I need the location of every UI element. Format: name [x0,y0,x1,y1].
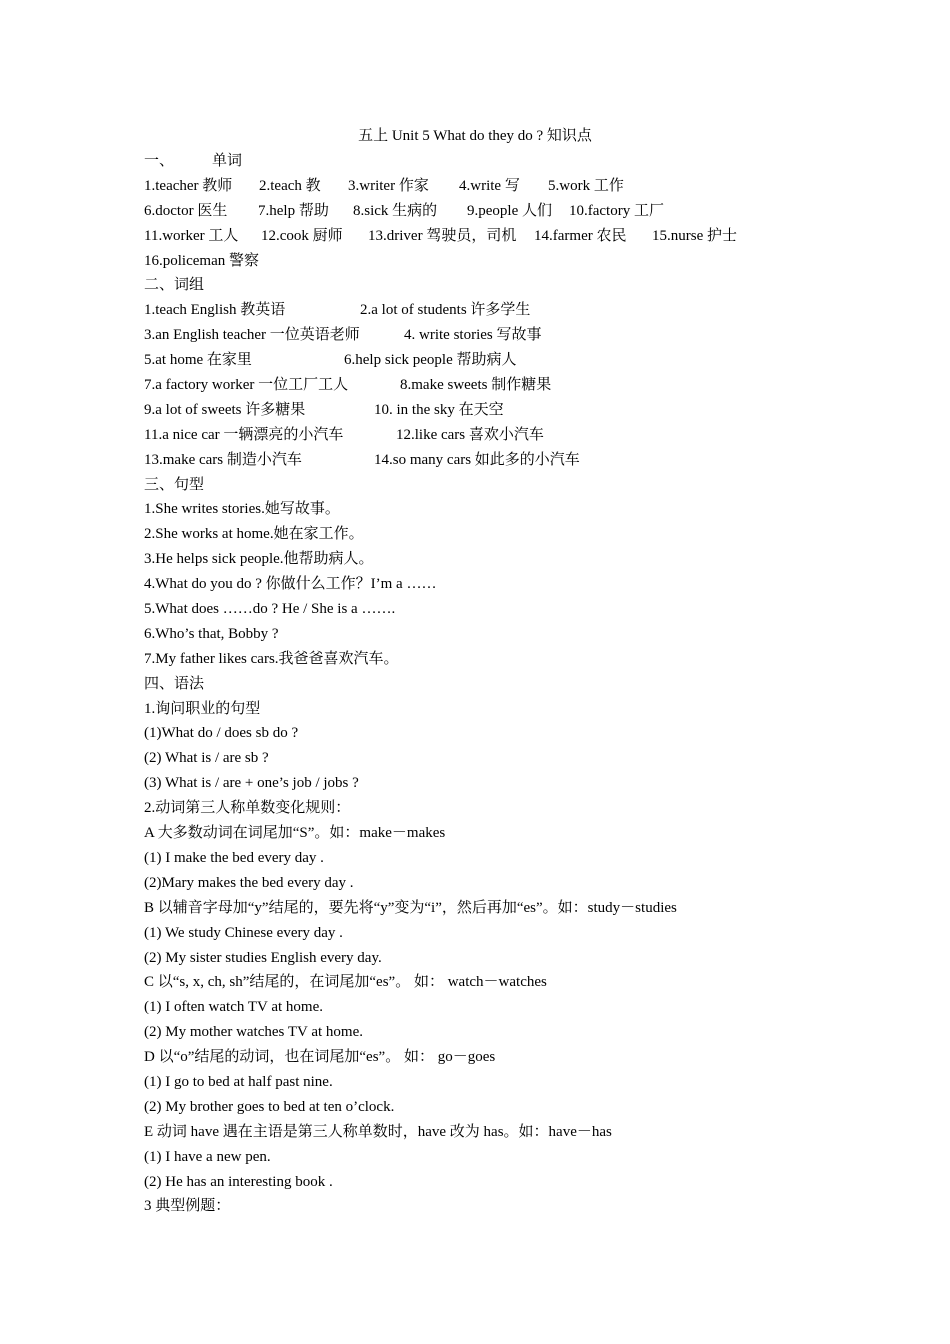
text-segment: (1) I make the bed every day . [144,849,324,866]
text-line [144,1170,844,1195]
text-segment: 11.worker 工人 [144,227,239,244]
text-line [144,746,844,771]
text-line [144,995,844,1020]
text-segment: 3.an English teacher 一位英语老师 [144,327,360,344]
text-line [144,697,844,722]
text-line [144,273,844,298]
text-segment: 2.teach 教 [259,177,321,194]
text-line [144,796,844,821]
text-segment: 2.动词第三人称单数变化规则： [144,800,351,817]
text-segment: 7.a factory worker 一位工厂工人 [144,377,349,394]
text-line [144,1145,844,1170]
text-segment: 10.factory 工厂 [569,202,664,219]
text-line [144,298,844,323]
text-line [144,622,844,647]
text-line [144,970,844,995]
text-line [144,597,844,622]
text-segment: 11.a nice car 一辆漂亮的小汽车 [144,426,344,443]
text-line [144,473,844,498]
text-line [144,497,844,522]
text-line [144,199,844,224]
text-line [144,946,844,971]
text-segment: B 以辅音字母加“y”结尾的，要先将“y”变为“i”，然后再加“es”。如：study－studies [144,899,677,916]
text-segment: 13.driver 驾驶员，司机 [368,227,517,244]
text-segment: C 以“s, x, ch, sh”结尾的，在词尾加“es”。 如： watch－watches [144,974,547,991]
text-segment: 14.so many cars 如此多的小汽车 [374,451,580,468]
text-segment: 3 典型例题： [144,1198,231,1215]
text-line [144,821,844,846]
text-line [144,572,844,597]
text-segment: 3.writer 作家 [348,177,429,194]
text-segment: 10. in the sky 在天空 [374,401,504,418]
text-segment: 13.make cars 制造小汽车 [144,451,302,468]
text-line [144,448,844,473]
text-line [144,348,844,373]
text-line [144,1095,844,1120]
text-segment: 15.nurse 护士 [652,227,737,244]
text-segment: 4.write 写 [459,177,520,194]
text-segment: 6.Who’s that, Bobby ? [144,625,279,642]
text-segment: (1) I often watch TV at home. [144,999,323,1016]
text-segment: 7.My father likes cars.我爸爸喜欢汽车。 [144,650,399,667]
text-segment: 12.cook 厨师 [261,227,343,244]
text-line [144,871,844,896]
text-segment: 5.work 工作 [548,177,624,194]
text-line [144,174,844,199]
text-line [144,921,844,946]
text-segment: A 大多数动词在词尾加“S”。如：make－makes [144,825,446,842]
text-segment: (3) What is / are + one’s job / jobs ? [144,775,359,792]
text-segment: 1.询问职业的句型 [144,700,261,717]
text-segment: (2)Mary makes the bed every day . [144,874,354,891]
text-segment: 3.He helps sick people.他帮助病人。 [144,551,374,568]
text-segment: 16.policeman 警察 [144,252,259,269]
text-line [144,1194,844,1219]
text-line [144,647,844,672]
text-line [144,373,844,398]
text-segment: 2.She works at home.她在家工作。 [144,526,364,543]
text-segment: 6.doctor 医生 [144,202,228,219]
text-segment: 7.help 帮助 [258,202,329,219]
text-segment: (2) He has an interesting book . [144,1173,333,1190]
text-segment: 二、词组 [144,277,205,294]
text-line [144,323,844,348]
text-segment: 4.What do you do ? 你做什么工作？I’m a …… [144,576,437,593]
text-segment: 8.make sweets 制作糖果 [400,377,552,394]
text-segment: (1) I go to bed at half past nine. [144,1073,333,1090]
text-segment: 14.farmer 农民 [534,227,627,244]
text-segment: 1.teach English 教英语 [144,302,286,319]
text-segment: 4. write stories 写故事 [404,327,542,344]
text-line [144,547,844,572]
text-segment: 四、语法 [144,675,205,692]
text-segment: (1) I have a new pen. [144,1148,271,1165]
text-line [144,1020,844,1045]
text-line [144,721,844,746]
text-segment: 一、 [144,153,175,169]
text-line [144,1070,844,1095]
text-segment: (2) My mother watches TV at home. [144,1024,363,1041]
text-segment: (2) My sister studies English every day. [144,949,382,966]
text-segment: 6.help sick people 帮助病人 [344,352,517,369]
text-segment: 5.What does ……do ? He / She is a ……. [144,601,396,618]
text-line [144,398,844,423]
text-line [144,896,844,921]
text-segment: 1.She writes stories.她写故事。 [144,501,340,518]
text-segment: (1)What do / does sb do ? [144,725,299,742]
text-line [144,1045,844,1070]
text-segment: 5.at home 在家里 [144,352,252,369]
text-segment: 8.sick 生病的 [353,202,438,219]
text-line [144,249,844,274]
text-segment: 1.teacher 教师 [144,177,233,194]
document-body [144,149,844,1219]
text-line [144,522,844,547]
text-line [144,846,844,871]
text-line [144,771,844,796]
text-segment: 9.a lot of sweets 许多糖果 [144,401,306,418]
text-line [144,423,844,448]
text-segment: 12.like cars 喜欢小汽车 [396,426,544,443]
text-line [144,1120,844,1145]
text-line [144,149,844,174]
text-line [144,672,844,697]
text-line [144,224,844,249]
text-segment: 单词 [212,153,243,169]
text-segment: (2) My brother goes to bed at ten o’clock. [144,1098,395,1115]
document-title: 五上 Unit 5 What do they do ? 知识点 [358,128,592,144]
text-segment: 三、句型 [144,476,205,493]
text-segment: (1) We study Chinese every day . [144,924,343,941]
text-segment: 9.people 人们 [467,202,552,219]
text-segment: E 动词 have 遇在主语是第三人称单数时，have 改为 has。如：have－has [144,1123,612,1140]
text-segment: 2.a lot of students 许多学生 [360,302,531,319]
text-segment: D 以“o”结尾的动词，也在词尾加“es”。 如： go－goes [144,1049,496,1066]
text-segment: (2) What is / are sb ? [144,750,269,767]
